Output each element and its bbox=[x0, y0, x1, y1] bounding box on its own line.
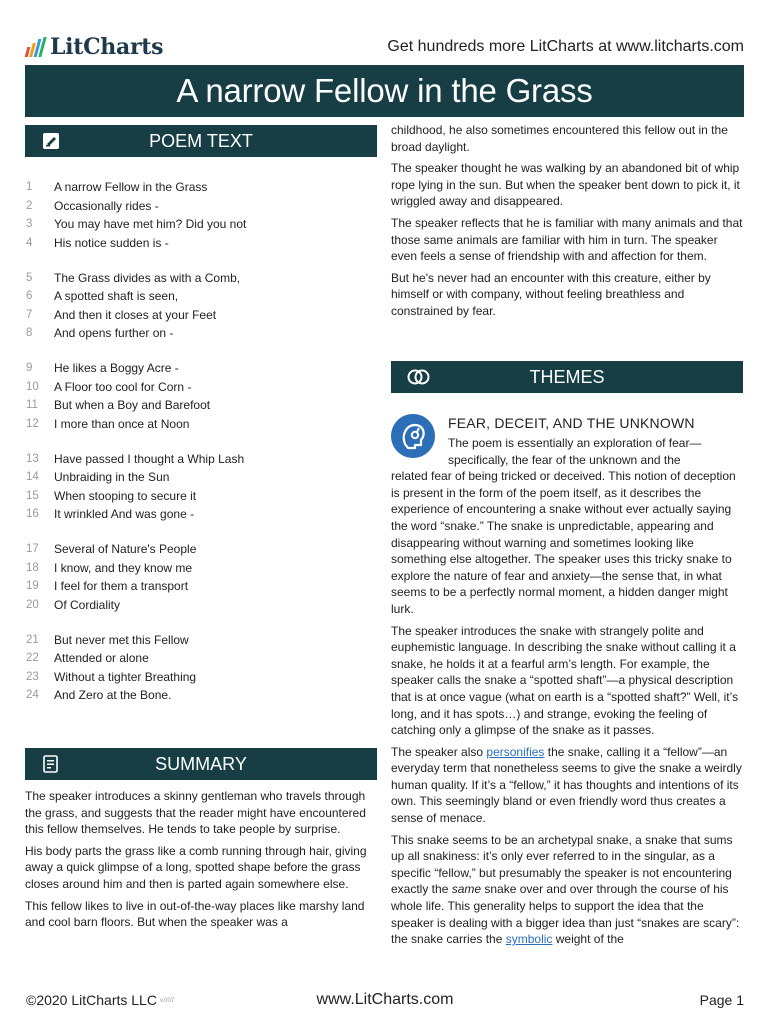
line-number: 2 bbox=[26, 199, 33, 212]
theme-paragraph-intro: The poem is essentially an exploration of fear—specifically, the fear of the unknown and the bbox=[448, 436, 702, 467]
line-text: When stooping to secure it bbox=[54, 488, 197, 503]
poem-line bbox=[26, 450, 366, 469]
summary-label: SUMMARY bbox=[155, 754, 247, 774]
line-number: 24 bbox=[26, 689, 39, 701]
summary-paragraph: But he's never had an encounter with this creature, either by himself or with company, without feeling breathless and constrained by fear. bbox=[391, 270, 711, 318]
line-text: His notice sudden is - bbox=[54, 235, 169, 250]
summary-paragraph: This fellow likes to live in out-of-the-way places like marshy land and cool barn floors. But when the speaker was a bbox=[25, 898, 365, 930]
line-number: 10 bbox=[26, 380, 39, 393]
poem-line bbox=[26, 234, 366, 253]
line-text: He likes a Boggy Acre - bbox=[54, 361, 179, 375]
stanza-break bbox=[26, 524, 366, 541]
summary-paragraph: The speaker reflects that he is familiar with many animals and that those same animals are familiar with him in turn. The speaker even feels a sense of friendship with and affection for them. bbox=[391, 215, 743, 264]
line-text: Have passed I thought a Whip Lash bbox=[54, 451, 245, 466]
line-number: 20 bbox=[26, 598, 39, 611]
footer-site-link[interactable]: www.LitCharts.com bbox=[316, 991, 454, 1008]
theme-paragraph: The speaker introduces the snake with strangely polite and euphemistic language. In describing the snake without calling it a snake, he holds it at a fearful arm’s length. For example, the speaker calls the snake a “spotted shaft”—a physical description that is at once vague (what on earth is a “spotted shaft?” Well, it’s long, and it has spots…) and strange, evoking the feeling of catching only a glimpse of the snake as it passes. bbox=[391, 623, 739, 738]
copyright: ©2020 LitCharts LLC bbox=[26, 992, 157, 1008]
line-number: 15 bbox=[26, 489, 39, 502]
line-number: 14 bbox=[26, 471, 39, 483]
poem-line bbox=[26, 378, 366, 397]
summary-paragraph: The speaker introduces a skinny gentleman who travels through the grass, and suggests that the reader might have encountered this fellow themselves. He tends to take people by surprise. bbox=[25, 789, 366, 837]
poem-line bbox=[26, 540, 366, 559]
symbolic-link[interactable]: symbolic bbox=[505, 932, 553, 947]
theme-paragraph: The speaker also personifies the snake, calling it a “fellow”—an everyday term that nonetheless seems to give the snake a weirdly human quality. If it’s a “fellow,” it has thoughts and intentions of its own. This seemingly bland or even friendly word thus creates a sense of menace. bbox=[391, 744, 742, 826]
poem-line bbox=[26, 287, 366, 306]
line-text: And Zero at the Bone. bbox=[54, 688, 172, 702]
poem-line bbox=[26, 415, 366, 434]
line-text: Without a tighter Breathing bbox=[54, 669, 197, 684]
poem-line bbox=[26, 396, 366, 415]
poem-line bbox=[26, 359, 366, 378]
poem-text-header bbox=[25, 125, 377, 157]
theme-paragraph: related fear of being tricked or deceived. This notion of deception is present in the form of the poem itself, as it describes the experience of encountering a snake without ever actually saying the word “snake.” The snake is unpredictable, appearing and disappearing without warning and sometimes looking like something else altogether. The speaker uses this tricky snake to explore the nature of fear and anxiety—the sense that, in what seems to be a perfectly normal moment, a hidden danger might lurk. bbox=[391, 469, 736, 616]
line-number: 4 bbox=[26, 236, 33, 249]
fear-head-icon[interactable] bbox=[391, 414, 435, 458]
line-text: It wrinkled And was gone - bbox=[54, 507, 195, 521]
summary-continued bbox=[391, 122, 743, 325]
personifies-link[interactable]: personifies bbox=[486, 744, 545, 759]
line-text: And then it closes at your Feet bbox=[54, 307, 217, 322]
line-number: 17 bbox=[26, 543, 39, 555]
poem-line bbox=[26, 668, 366, 687]
stanza-break bbox=[26, 614, 366, 631]
stanza-break bbox=[26, 433, 366, 450]
header-tagline[interactable]: Get hundreds more LitCharts at www.litcharts.com bbox=[387, 38, 744, 55]
summary-header bbox=[25, 748, 377, 780]
line-number: 19 bbox=[26, 580, 39, 592]
poem-line bbox=[26, 178, 366, 197]
line-text: Occasionally rides - bbox=[54, 198, 159, 213]
line-number: 5 bbox=[26, 271, 33, 284]
poem-line bbox=[26, 487, 366, 506]
line-number: 23 bbox=[26, 670, 39, 683]
poem-line bbox=[26, 505, 366, 524]
poem-title: A narrow Fellow in the Grass bbox=[25, 65, 744, 117]
page-header bbox=[26, 34, 744, 62]
line-number: 12 bbox=[26, 417, 39, 430]
brand-name: LitCharts bbox=[50, 34, 164, 60]
line-number: 21 bbox=[26, 633, 39, 646]
theme-title: FEAR, DECEIT, AND THE UNKNOWN bbox=[448, 415, 695, 431]
summary-paragraph: childhood, he also sometimes encountered this fellow out in the broad daylight. bbox=[391, 123, 728, 154]
line-text: Of Cordiality bbox=[54, 597, 121, 612]
litcharts-logo[interactable] bbox=[26, 34, 163, 60]
poem-line bbox=[26, 215, 366, 234]
line-text: Unbraiding in the Sun bbox=[54, 470, 170, 484]
line-number: 13 bbox=[26, 452, 39, 465]
poem-line bbox=[26, 197, 366, 216]
themes-label: THEMES bbox=[529, 367, 605, 387]
line-text: You may have met him? Did you not bbox=[54, 217, 247, 231]
line-number: 16 bbox=[26, 508, 39, 520]
poem-line bbox=[26, 269, 366, 288]
line-text: A narrow Fellow in the Grass bbox=[54, 180, 208, 194]
page-footer bbox=[26, 992, 744, 1012]
poem-line bbox=[26, 577, 366, 596]
poem-line bbox=[26, 468, 366, 487]
page-number: Page 1 bbox=[699, 992, 744, 1008]
line-text: The Grass divides as with a Comb, bbox=[54, 270, 241, 285]
line-number: 11 bbox=[26, 399, 38, 411]
line-text: I know, and they know me bbox=[54, 560, 193, 575]
line-text: But when a Boy and Barefoot bbox=[54, 398, 211, 412]
poem-line bbox=[26, 686, 366, 705]
line-text: But never met this Fellow bbox=[54, 632, 189, 647]
line-number: 8 bbox=[26, 327, 33, 339]
summary-paragraph: His body parts the grass like a comb running through hair, giving away a quick glimpse of a long, spotted shape before the grass closes around him and then is parted again somewhere else. bbox=[25, 843, 367, 891]
theme-paragraph: This snake seems to be an archetypal snake, a snake that sums up all snakiness: it’s only ever referred to in the singular, as a specific “fellow,” but presumably the speaker is not encountering exactly the same snake over and over through the course of his whole life. This generality helps to support the idea that the speaker is dealing with a bigger idea than just “snakes are scary”: the snake carries the symbolic weight of the bbox=[391, 832, 740, 947]
poem-text-label: POEM TEXT bbox=[149, 131, 253, 151]
line-number: 6 bbox=[26, 290, 33, 302]
line-number: 3 bbox=[26, 218, 33, 230]
line-number: 22 bbox=[26, 652, 39, 664]
stanza-break bbox=[26, 252, 366, 269]
poem-line bbox=[26, 596, 366, 615]
line-text: Several of Nature's People bbox=[54, 542, 197, 556]
line-text: A spotted shaft is seen, bbox=[54, 289, 179, 303]
poem-line bbox=[26, 559, 366, 578]
poem-line bbox=[26, 631, 366, 650]
theme-fear-deceit bbox=[391, 413, 743, 953]
line-number: 18 bbox=[26, 561, 39, 574]
logo-bars-icon bbox=[26, 37, 44, 57]
line-number: 7 bbox=[26, 308, 33, 321]
poem-lines bbox=[26, 178, 366, 705]
line-text: And opens further on - bbox=[54, 326, 174, 340]
poem-line bbox=[26, 324, 366, 343]
summary-body bbox=[25, 788, 377, 936]
line-text: Attended or alone bbox=[54, 651, 149, 665]
poem-line bbox=[26, 306, 366, 325]
stanza-break bbox=[26, 343, 366, 360]
poem-line bbox=[26, 649, 366, 668]
line-number: 9 bbox=[26, 362, 33, 374]
line-number: 1 bbox=[26, 181, 33, 193]
line-text: I feel for them a transport bbox=[54, 579, 189, 593]
line-text: I more than once at Noon bbox=[54, 416, 190, 431]
line-text: A Floor too cool for Corn - bbox=[54, 379, 192, 394]
themes-header bbox=[391, 361, 743, 393]
version: v.007 bbox=[159, 998, 175, 1005]
summary-paragraph: The speaker thought he was walking by an abandoned bit of whip rope lying in the sun. But when the speaker bent down to pick it, it wriggled away and disappeared. bbox=[391, 161, 740, 209]
